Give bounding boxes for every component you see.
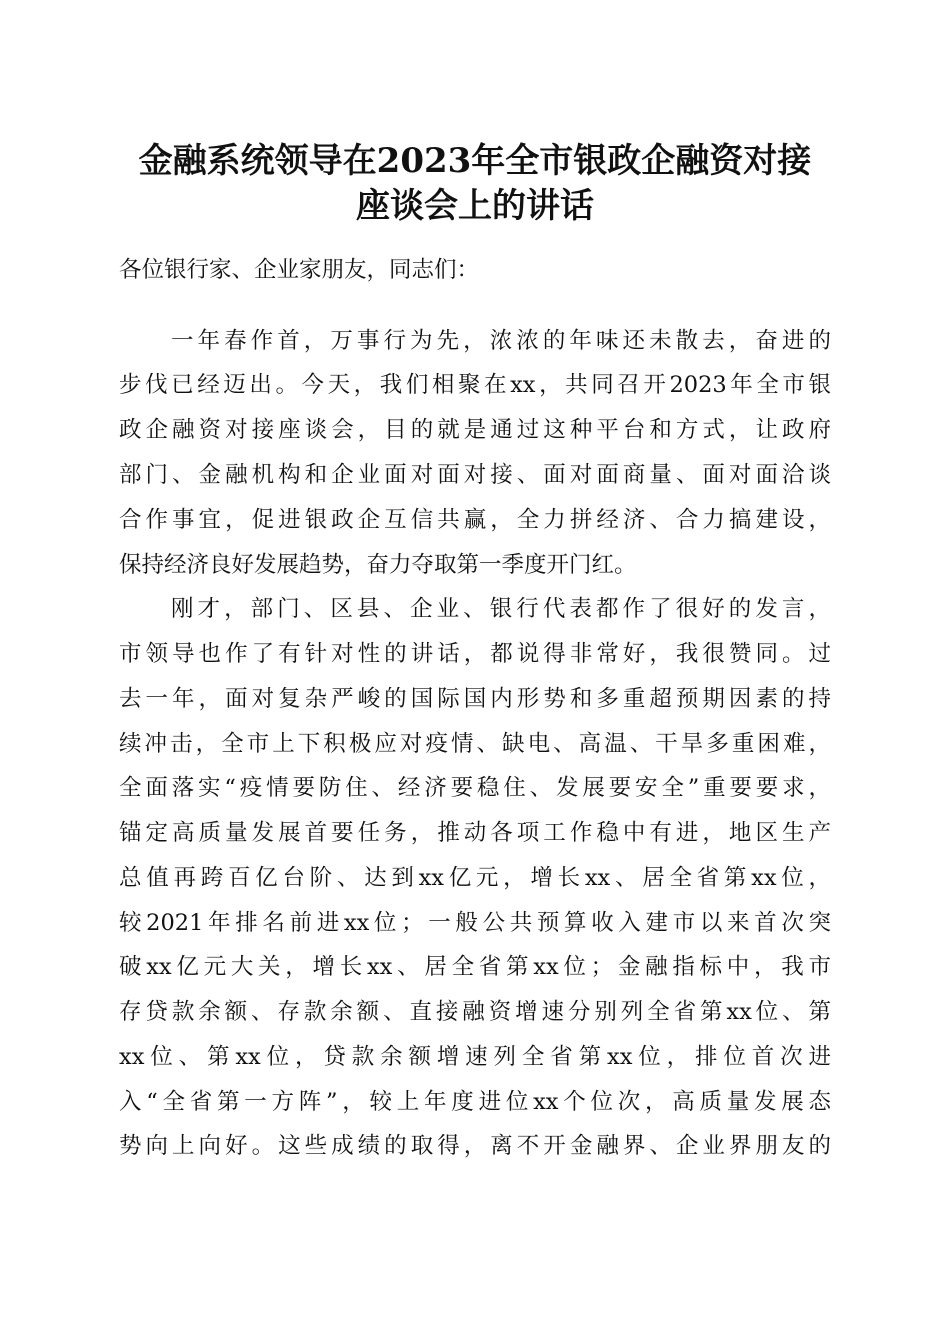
paragraph-1-line: 一年春作首，万事行为先，浓浓的年味还未散去，奋进的 (171, 328, 831, 354)
paragraph-1-line: 部门、金融机构和企业面对面对接、面对面商量、面对面洽谈 (119, 462, 831, 488)
document-title-line-2: 座谈会上的讲话 (356, 186, 594, 226)
paragraph-2-line: 势向上向好。这些成绩的取得，离不开金融界、企业界朋友的 (119, 1133, 831, 1159)
paragraph-2-line: 去一年，面对复杂严峻的国际国内形势和多重超预期因素的持 (119, 686, 831, 712)
paragraph-1-line: 政企融资对接座谈会，目的就是通过这种平台和方式，让政府 (119, 417, 831, 443)
paragraph-2-line: 总值再跨百亿台阶、达到xx亿元，增长xx、居全省第xx位， (119, 865, 831, 891)
salutation: 各位银行家、企业家朋友，同志们： (119, 257, 480, 283)
paragraph-2-line: 全面落实“疫情要防住、经济要稳住、发展要安全”重要要求， (119, 775, 831, 801)
paragraph-2-line: 市领导也作了有针对性的讲话，都说得非常好，我很赞同。过 (119, 641, 831, 667)
paragraph-2-line: 刚才，部门、区县、企业、银行代表都作了很好的发言， (171, 596, 831, 622)
document-title-line-1: 金融系统领导在2023年全市银政企融资对接 (138, 141, 812, 181)
paragraph-2-line: 破xx亿元大关，增长xx、居全省第xx位；金融指标中，我市 (119, 954, 831, 980)
paragraph-1-line: 步伐已经迈出。今天，我们相聚在xx，共同召开2023年全市银 (119, 372, 831, 398)
paragraph-2-line: xx位、第xx位，贷款余额增速列全省第xx位，排位首次进 (119, 1044, 831, 1070)
paragraph-1-line: 保持经济良好发展趋势，奋力夺取第一季度开门红。 (119, 552, 637, 578)
paragraph-2-line: 续冲击，全市上下积极应对疫情、缺电、高温、干旱多重困难， (119, 731, 831, 757)
paragraph-2-line: 存贷款余额、存款余额、直接融资增速分别列全省第xx位、第 (119, 999, 831, 1025)
paragraph-2-line: 锚定高质量发展首要任务，推动各项工作稳中有进，地区生产 (119, 820, 831, 846)
paragraph-2-line: 入“全省第一方阵”，较上年度进位xx个位次，高质量发展态 (119, 1089, 831, 1115)
paragraph-1-line: 合作事宜，促进银政企互信共赢，全力拼经济、合力搞建设， (119, 507, 831, 533)
paragraph-2-line: 较2021年排名前进xx位；一般公共预算收入建市以来首次突 (119, 910, 831, 936)
